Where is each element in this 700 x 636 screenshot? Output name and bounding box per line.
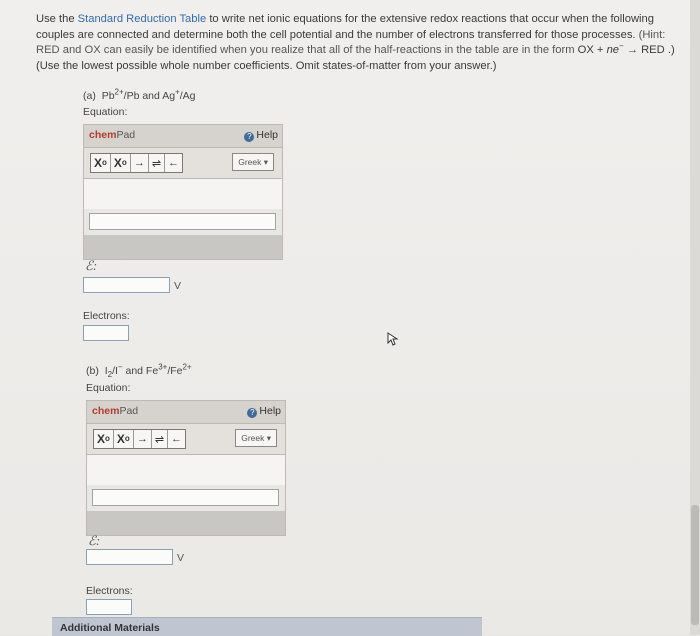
chempad-header	[87, 401, 285, 424]
chempad-title: chemPad	[92, 405, 139, 417]
equilibrium-arrow-button[interactable]: ⇌	[149, 154, 165, 172]
chempad-a	[83, 124, 283, 260]
chempad-preview	[87, 455, 285, 485]
left-arrow-button[interactable]: ←	[171, 433, 183, 445]
cell-potential-input[interactable]	[83, 277, 170, 293]
help-button[interactable]: ? Help	[244, 129, 278, 142]
scrollbar[interactable]	[690, 0, 700, 635]
additional-materials-bar[interactable]	[52, 617, 482, 636]
superscript-button[interactable]: X o	[111, 154, 131, 172]
electrons-label: Electrons:	[83, 310, 130, 322]
volts-unit: V	[177, 552, 185, 564]
equilibrium-arrow-button[interactable]: ⇌	[152, 430, 168, 448]
volts-unit: V	[174, 280, 182, 292]
standard-reduction-table-link[interactable]: Standard Reduction Table	[77, 13, 207, 25]
equation-input[interactable]	[92, 489, 279, 506]
cell-potential-label: ℰ:	[88, 533, 101, 548]
chempad-toolbar	[84, 148, 282, 179]
help-icon: ?	[244, 132, 254, 142]
chempad-title: chemPad	[89, 129, 136, 141]
chempad-toolbar	[87, 424, 285, 455]
electrons-label: Electrons:	[86, 585, 133, 597]
tool-group	[93, 429, 186, 449]
help-icon: ?	[247, 408, 257, 418]
greek-dropdown[interactable]: Greek ▾	[232, 153, 274, 171]
chempad-header	[84, 125, 282, 148]
additional-materials-label: Additional Materials	[60, 622, 160, 634]
mouse-cursor-icon	[387, 332, 399, 346]
equation-input[interactable]	[89, 213, 276, 230]
part-a-label: (a) $Pb^{2+}/Pb$ and Ag+/Ag	[83, 87, 196, 102]
electrons-input[interactable]	[86, 599, 132, 615]
greek-dropdown[interactable]: Greek ▾	[235, 429, 277, 447]
tool-group	[90, 153, 183, 173]
chempad-preview	[84, 179, 282, 209]
subscript-button[interactable]: X o	[94, 430, 114, 448]
chempad-input-row	[84, 209, 282, 235]
cell-potential-label: ℰ:	[85, 258, 98, 273]
equation-label: Equation:	[83, 106, 128, 118]
help-button[interactable]: ? Help	[247, 405, 281, 418]
right-arrow-button[interactable]: →	[134, 430, 152, 448]
cell-potential-input[interactable]	[86, 549, 173, 565]
electrons-input[interactable]	[83, 325, 129, 341]
scrollbar-thumb[interactable]	[691, 505, 699, 625]
right-arrow-button[interactable]: →	[131, 154, 149, 172]
superscript-button[interactable]: X o	[114, 430, 134, 448]
chempad-footer	[87, 511, 285, 535]
left-arrow-button[interactable]: ←	[168, 157, 180, 169]
subscript-button[interactable]: X o	[91, 154, 111, 172]
chempad-input-row	[87, 485, 285, 511]
equation-label: Equation:	[86, 382, 131, 394]
part-b-label: (b) $I_2/I^-$ and $Fe^{3+}/Fe^{2+}$	[86, 362, 192, 380]
instructions: Use the Standard Reduction Table to write net ionic equations for the extensive redox reactions that occur when the following couples are connected and determine both the cell potential and the number of electrons transferred for those processes. (Hint: RED and OX can easily be identified when you realize that all of the half-reactions in the table are in the form OX + ne− → RED .) (Use the lowest possible whole number coefficients. Omit states-of-matter from your answer.)	[36, 13, 675, 72]
chempad-footer	[84, 235, 282, 259]
chempad-b	[86, 400, 286, 536]
